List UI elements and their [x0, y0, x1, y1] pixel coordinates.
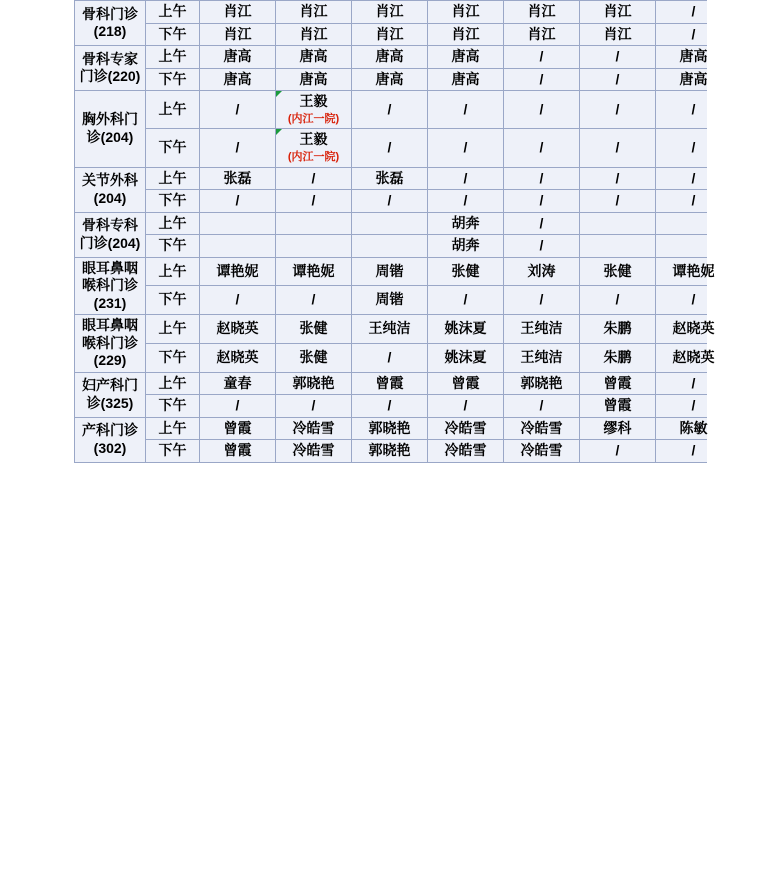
doctor-name: 冷皓雪 [444, 419, 487, 436]
doctor-cell [276, 286, 352, 315]
doctor-cell [352, 167, 428, 190]
doctor-name: 肖江 [299, 25, 328, 42]
doctor-name: / [235, 397, 240, 413]
doctor-cell [504, 23, 580, 46]
doctor-name: / [615, 442, 620, 458]
table-row [75, 286, 732, 315]
doctor-cell [276, 91, 352, 129]
doctor-cell [200, 190, 276, 213]
doctor-name: 唐高 [299, 48, 328, 64]
doctor-name: 肖江 [375, 3, 404, 19]
doctor-name: 唐高 [223, 48, 252, 64]
table-row [75, 372, 732, 395]
doctor-cell [504, 46, 580, 69]
period-cell: 上午 [146, 417, 200, 440]
doctor-name: 曾霞 [375, 374, 404, 391]
table-row [75, 235, 732, 258]
doctor-name: 张健 [603, 262, 632, 279]
doctor-cell [352, 1, 428, 24]
doctor-name: 冷皓雪 [444, 442, 487, 458]
doctor-cell [580, 129, 656, 167]
doctor-name: / [615, 169, 620, 186]
doctor-name: / [387, 139, 392, 156]
doctor-cell [352, 315, 428, 344]
doctor-name: / [539, 169, 544, 186]
doctor-cell [352, 23, 428, 46]
doctor-name: / [387, 100, 392, 117]
doctor-name: 郭晓艳 [368, 419, 411, 436]
doctor-cell [200, 257, 276, 286]
doctor-cell [276, 417, 352, 440]
period-cell: 上午 [146, 1, 200, 24]
table-row [75, 315, 732, 344]
doctor-name: 肖江 [603, 25, 632, 42]
doctor-cell [504, 372, 580, 395]
doctor-name: 陈敏 [679, 419, 708, 436]
table-row [75, 129, 732, 167]
doctor-name: 谭艳妮 [292, 262, 335, 279]
doctor-cell [352, 372, 428, 395]
doctor-cell [428, 23, 504, 46]
table-row [75, 23, 732, 46]
doctor-cell [276, 212, 352, 235]
doctor-name: / [691, 169, 696, 186]
table-row [75, 417, 732, 440]
department-cell: 关节外科(204) [75, 167, 146, 212]
doctor-cell [504, 167, 580, 190]
doctor-cell [276, 315, 352, 344]
doctor-cell [200, 372, 276, 395]
period-cell: 下午 [146, 23, 200, 46]
doctor-name: 肖江 [223, 25, 252, 42]
period-cell: 下午 [146, 129, 200, 167]
period-cell: 上午 [146, 315, 200, 344]
doctor-name: / [539, 214, 544, 231]
doctor-cell [580, 23, 656, 46]
doctor-name: / [691, 442, 696, 458]
doctor-name: / [387, 397, 392, 413]
doctor-cell [276, 395, 352, 418]
doctor-name: / [691, 3, 696, 19]
doctor-cell [352, 440, 428, 463]
period-cell: 下午 [146, 395, 200, 418]
doctor-cell [580, 372, 656, 395]
doctor-cell [428, 286, 504, 315]
doctor-cell [276, 343, 352, 372]
doctor-name: 胡奔 [451, 237, 480, 253]
doctor-cell [352, 129, 428, 167]
doctor-cell [580, 315, 656, 344]
doctor-cell [428, 129, 504, 167]
doctor-name: / [235, 192, 240, 208]
doctor-cell [656, 68, 732, 91]
doctor-cell [656, 417, 732, 440]
doctor-name: / [463, 397, 468, 413]
doctor-name: / [235, 291, 240, 308]
doctor-cell [656, 372, 732, 395]
doctor-cell [428, 46, 504, 69]
doctor-cell [352, 417, 428, 440]
doctor-name: / [539, 192, 544, 208]
doctor-cell [276, 257, 352, 286]
doctor-cell [276, 372, 352, 395]
doctor-name: 赵晓英 [672, 320, 715, 337]
table-row [75, 343, 732, 372]
doctor-cell [580, 190, 656, 213]
doctor-cell [276, 167, 352, 190]
doctor-cell [200, 395, 276, 418]
doctor-cell [428, 440, 504, 463]
doctor-note: (内江一院) [287, 150, 340, 163]
doctor-cell [200, 343, 276, 372]
doctor-name: / [615, 48, 620, 64]
doctor-name: 胡奔 [451, 214, 480, 231]
doctor-name: 肖江 [451, 3, 480, 19]
doctor-name: / [691, 25, 696, 42]
doctor-name: 肖江 [527, 3, 556, 19]
doctor-cell [428, 190, 504, 213]
doctor-cell [656, 167, 732, 190]
doctor-name: / [691, 397, 696, 413]
doctor-cell [504, 440, 580, 463]
doctor-cell [428, 395, 504, 418]
doctor-cell [580, 212, 656, 235]
doctor-cell [200, 68, 276, 91]
doctor-cell [428, 372, 504, 395]
doctor-name: / [311, 291, 316, 308]
doctor-cell [352, 212, 428, 235]
doctor-cell [200, 1, 276, 24]
doctor-name: 唐高 [451, 70, 480, 87]
doctor-cell [428, 235, 504, 258]
period-cell: 下午 [146, 190, 200, 213]
doctor-name: / [691, 192, 696, 208]
doctor-cell [200, 91, 276, 129]
doctor-name: 肖江 [451, 25, 480, 42]
doctor-cell [428, 315, 504, 344]
doctor-name: / [235, 100, 240, 117]
doctor-cell [276, 46, 352, 69]
right-gutter [707, 0, 780, 879]
doctor-cell [580, 257, 656, 286]
doctor-name: / [463, 100, 468, 117]
doctor-cell [504, 235, 580, 258]
doctor-name: 唐高 [375, 48, 404, 64]
doctor-cell [656, 1, 732, 24]
doctor-name: 郭晓艳 [368, 442, 411, 458]
doctor-name: / [539, 237, 544, 253]
doctor-cell [200, 129, 276, 167]
doctor-name: 唐高 [451, 48, 480, 64]
doctor-cell [200, 23, 276, 46]
doctor-cell [580, 343, 656, 372]
doctor-cell [580, 167, 656, 190]
doctor-name: 谭艳妮 [672, 262, 715, 279]
doctor-name: 王纯洁 [368, 320, 411, 337]
doctor-cell [504, 286, 580, 315]
doctor-cell [276, 1, 352, 24]
period-cell: 上午 [146, 257, 200, 286]
doctor-name: 赵晓英 [216, 348, 259, 365]
table-row [75, 46, 732, 69]
doctor-cell [352, 190, 428, 213]
doctor-name: 朱鹏 [603, 320, 632, 337]
department-cell: 胸外科门诊(204) [75, 91, 146, 168]
doctor-name: / [463, 139, 468, 156]
doctor-name: 曾霞 [223, 419, 252, 436]
doctor-name: / [311, 192, 316, 208]
doctor-cell [656, 395, 732, 418]
doctor-name: 谭艳妮 [216, 262, 259, 279]
doctor-cell [200, 46, 276, 69]
doctor-cell [504, 417, 580, 440]
doctor-name: 肖江 [603, 3, 632, 19]
doctor-cell [504, 1, 580, 24]
doctor-cell [656, 440, 732, 463]
doctor-name: 郭晓艳 [292, 374, 335, 391]
doctor-name: / [235, 139, 240, 156]
doctor-cell [276, 235, 352, 258]
table-row [75, 68, 732, 91]
doctor-name: / [539, 100, 544, 117]
doctor-cell [504, 257, 580, 286]
doctor-name: 王毅 [299, 93, 328, 109]
doctor-name: / [463, 192, 468, 208]
doctor-cell [504, 129, 580, 167]
doctor-cell [200, 235, 276, 258]
doctor-name: 赵晓英 [672, 348, 715, 365]
doctor-cell [428, 1, 504, 24]
doctor-name: 肖江 [527, 25, 556, 42]
doctor-name: / [615, 291, 620, 308]
doctor-name: 王毅 [299, 131, 328, 148]
doctor-name: / [615, 70, 620, 87]
department-cell: 骨科门诊(218) [75, 1, 146, 46]
doctor-cell [504, 190, 580, 213]
table-row [75, 167, 732, 190]
doctor-cell [656, 23, 732, 46]
doctor-name: / [691, 291, 696, 308]
doctor-cell [580, 46, 656, 69]
table-row [75, 190, 732, 213]
doctor-cell [580, 1, 656, 24]
doctor-name: 张健 [451, 262, 480, 279]
doctor-name: 冷皓雪 [292, 419, 335, 436]
doctor-name: / [691, 139, 696, 156]
period-cell: 下午 [146, 286, 200, 315]
doctor-cell [428, 212, 504, 235]
doctor-name: 王纯洁 [520, 320, 563, 337]
doctor-name: 肖江 [299, 3, 328, 19]
department-cell: 骨科专科门诊(204) [75, 212, 146, 257]
doctor-name: 周锴 [375, 262, 404, 279]
outpatient-schedule-table [74, 0, 732, 463]
doctor-cell [656, 46, 732, 69]
doctor-name: 郭晓艳 [520, 374, 563, 391]
period-cell: 上午 [146, 167, 200, 190]
doctor-name: / [539, 291, 544, 308]
doctor-name: / [691, 100, 696, 117]
doctor-name: / [615, 192, 620, 208]
doctor-name: 肖江 [223, 3, 252, 19]
doctor-name: / [615, 139, 620, 156]
doctor-name: / [387, 348, 392, 365]
doctor-cell [276, 23, 352, 46]
table-row [75, 1, 732, 24]
department-cell: 骨科专家门诊(220) [75, 46, 146, 91]
doctor-name: 唐高 [679, 48, 708, 64]
doctor-name: 缪科 [603, 419, 632, 436]
doctor-cell [352, 91, 428, 129]
doctor-name: / [539, 48, 544, 64]
doctor-name: 冷皓雪 [520, 419, 563, 436]
doctor-name: 童春 [223, 374, 252, 391]
doctor-cell [352, 257, 428, 286]
doctor-cell [352, 286, 428, 315]
doctor-cell [504, 343, 580, 372]
doctor-cell [200, 417, 276, 440]
department-cell: 眼耳鼻咽喉科门诊(231) [75, 257, 146, 315]
doctor-name: 唐高 [375, 70, 404, 87]
doctor-cell [580, 91, 656, 129]
doctor-name: 周锴 [375, 291, 404, 308]
doctor-name: 张磊 [375, 169, 404, 186]
doctor-cell [504, 395, 580, 418]
doctor-cell [352, 343, 428, 372]
doctor-cell [200, 286, 276, 315]
doctor-name: 姚沫夏 [444, 320, 487, 337]
doctor-name: / [615, 100, 620, 117]
doctor-name: / [539, 397, 544, 413]
doctor-name: 张健 [299, 320, 328, 337]
period-cell: 下午 [146, 68, 200, 91]
period-cell: 下午 [146, 440, 200, 463]
doctor-cell [504, 315, 580, 344]
doctor-name: 肖江 [375, 25, 404, 42]
doctor-cell [428, 91, 504, 129]
doctor-cell [428, 167, 504, 190]
doctor-name: 曾霞 [603, 397, 632, 413]
doctor-cell [580, 417, 656, 440]
table-row [75, 395, 732, 418]
doctor-cell [580, 286, 656, 315]
doctor-cell [352, 395, 428, 418]
doctor-name: 刘涛 [527, 262, 556, 279]
department-cell: 妇产科门诊(325) [75, 372, 146, 417]
doctor-name: / [311, 169, 316, 186]
doctor-name: 张磊 [223, 169, 252, 186]
doctor-cell [428, 257, 504, 286]
department-cell: 产科门诊(302) [75, 417, 146, 462]
doctor-note: (内江一院) [287, 112, 340, 125]
doctor-name: 赵晓英 [216, 320, 259, 337]
doctor-cell [580, 395, 656, 418]
doctor-cell [200, 440, 276, 463]
doctor-cell [200, 315, 276, 344]
doctor-cell [276, 440, 352, 463]
doctor-name: / [539, 139, 544, 156]
doctor-name: 曾霞 [223, 442, 252, 458]
period-cell: 上午 [146, 46, 200, 69]
doctor-name: 唐高 [299, 70, 328, 87]
period-cell: 下午 [146, 235, 200, 258]
doctor-name: 冷皓雪 [292, 442, 335, 458]
department-cell: 眼耳鼻咽喉科门诊(229) [75, 315, 146, 373]
doctor-name: 唐高 [223, 70, 252, 87]
left-gutter [0, 0, 74, 879]
doctor-cell [276, 129, 352, 167]
table-row [75, 257, 732, 286]
doctor-name: 朱鹏 [603, 348, 632, 365]
doctor-name: / [463, 291, 468, 308]
doctor-name: 冷皓雪 [520, 442, 563, 458]
doctor-name: / [539, 70, 544, 87]
doctor-cell [504, 212, 580, 235]
doctor-name: / [463, 169, 468, 186]
doctor-cell [428, 417, 504, 440]
doctor-cell [276, 68, 352, 91]
doctor-cell [504, 91, 580, 129]
period-cell: 上午 [146, 212, 200, 235]
table-row [75, 440, 732, 463]
doctor-name: 曾霞 [451, 374, 480, 391]
doctor-cell [580, 68, 656, 91]
doctor-cell [428, 343, 504, 372]
doctor-name: 王纯洁 [520, 348, 563, 365]
period-cell: 上午 [146, 91, 200, 129]
table-row [75, 212, 732, 235]
doctor-name: 张健 [299, 348, 328, 365]
doctor-cell [580, 440, 656, 463]
table-row [75, 91, 732, 129]
doctor-cell [200, 212, 276, 235]
doctor-name: / [691, 374, 696, 391]
doctor-name: 唐高 [679, 70, 708, 87]
doctor-cell [352, 46, 428, 69]
doctor-cell [580, 235, 656, 258]
doctor-cell [428, 68, 504, 91]
doctor-cell [200, 167, 276, 190]
doctor-cell [352, 235, 428, 258]
doctor-cell [504, 68, 580, 91]
doctor-name: 曾霞 [603, 374, 632, 391]
doctor-name: 姚沫夏 [444, 348, 487, 365]
doctor-name: / [387, 192, 392, 208]
doctor-cell [656, 190, 732, 213]
period-cell: 下午 [146, 343, 200, 372]
doctor-cell [352, 68, 428, 91]
period-cell: 上午 [146, 372, 200, 395]
doctor-name: / [311, 397, 316, 413]
doctor-cell [276, 190, 352, 213]
